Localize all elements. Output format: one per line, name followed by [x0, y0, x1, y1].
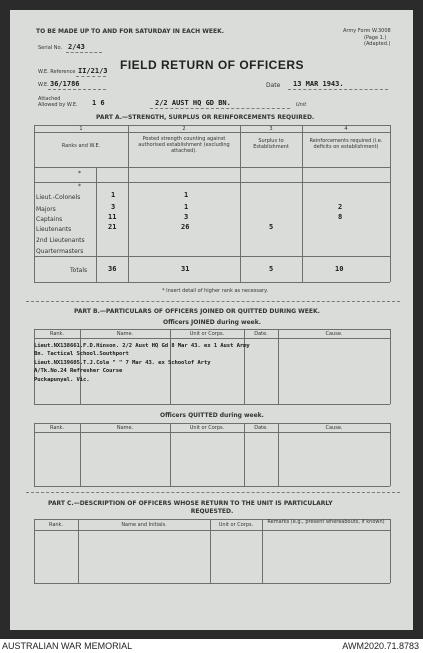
unit-label: Unit — [296, 102, 307, 108]
joined-line-5: Puckapunyal. Vic. — [34, 377, 90, 383]
joined-col-unit: Unit or Corps. — [189, 331, 225, 337]
part-a-note: * Insert detail of higher rank as necessary. — [162, 288, 268, 294]
col-number-1: 1 — [79, 126, 83, 132]
we-majors: 3 — [111, 203, 116, 211]
we-ref-label: W.E. Reference — [38, 69, 76, 75]
serial-value: 2/43 — [68, 43, 85, 51]
surplus-lieutenants: 5 — [269, 223, 274, 231]
totals-label: Totals — [70, 267, 88, 274]
we-ref-value: II/21/3 — [78, 67, 108, 75]
reinf-majors: 2 — [338, 203, 343, 211]
posted-majors: 1 — [184, 203, 189, 211]
joined-col-rank: Rank. — [49, 331, 65, 337]
rank-captains: Captains — [36, 216, 63, 223]
totals-surplus: 5 — [269, 265, 274, 273]
army-form-page: (Page 1.) — [364, 35, 387, 41]
col-header-reinforcements: Reinforcements required (i.e. deficits on establishment) — [309, 138, 383, 150]
joined-col-name: Name. — [116, 331, 134, 337]
joined-title: Officers JOINED during week. — [163, 319, 261, 326]
archive-name: AUSTRALIAN WAR MEMORIAL — [2, 641, 133, 651]
part-c-col-rank: Rank. — [48, 522, 64, 528]
we-lieut-colonels: 1 — [111, 191, 116, 199]
attached-value: 1 6 — [92, 99, 105, 107]
joined-line-3: Lieut.NX139605.T.J.Cole " " 7 Mar 43. ex Schoolof Arty — [34, 360, 211, 366]
part-c-col-unit: Unit or Corps. — [218, 522, 254, 528]
we-label: W.E. — [38, 82, 49, 88]
army-form-adapted: (Adapted.) — [364, 41, 391, 47]
joined-line-2: Bn. Tactical School.Southport — [34, 351, 129, 357]
archive-reference: AWM2020.71.8783 — [342, 641, 419, 651]
we-captains: 11 — [108, 213, 117, 221]
reinf-captains: 8 — [338, 213, 343, 221]
totals-we: 36 — [108, 265, 117, 273]
unit-value: 2/2 AUST HQ GD BN. — [155, 99, 231, 107]
posted-lieut-colonels: 1 — [184, 191, 189, 199]
joined-col-date: Date. — [254, 331, 268, 337]
rank-lieut-colonels: Lieut.-Colonels — [36, 194, 81, 201]
joined-line-1: Lieut.NX138661.F.D.Hinson. 2/2 Aust HQ Gd 8 Mar 43. ex 1 Aust Army — [34, 343, 250, 349]
rank-2nd-lieutenants: 2nd Lieutenants — [36, 237, 85, 244]
army-form-number: Army Form W.3008 — [343, 28, 391, 34]
quitted-col-rank: Rank. — [49, 425, 65, 431]
totals-reinf: 10 — [335, 265, 344, 273]
archive-footer — [0, 639, 423, 653]
quitted-col-name: Name. — [116, 425, 134, 431]
col-header-ranks: Ranks and W.E. — [61, 143, 101, 149]
totals-posted: 31 — [181, 265, 190, 273]
date-value: 13 MAR 1943. — [293, 80, 344, 88]
part-c-title-line1: PART C.—DESCRIPTION OF OFFICERS WHOSE RETURN TO THE UNIT IS PARTICULARLY — [48, 500, 333, 507]
col-number-2: 2 — [182, 126, 186, 132]
allowed-label: Allowed by W.E. — [38, 102, 78, 108]
col-number-3: 3 — [269, 126, 273, 132]
quitted-col-unit: Unit or Corps. — [189, 425, 225, 431]
date-label: Date — [266, 82, 281, 89]
part-c-title-line2: REQUESTED. — [190, 508, 234, 515]
part-c-col-name: Name and Initials. — [121, 522, 167, 528]
notice-text: TO BE MADE UP TO AND FOR SATURDAY IN EACH WEEK. — [36, 28, 225, 35]
part-c-col-remarks: Remarks (e.g., present whereabouts, if known) — [267, 519, 385, 525]
quitted-col-cause: Cause. — [325, 425, 343, 431]
part-b-title: PART B.—PARTICULARS OF OFFICERS JOINED OR QUITTED DURING WEEK. — [74, 308, 320, 315]
serial-label: Serial No. — [38, 45, 63, 51]
we-lieutenants: 21 — [108, 223, 117, 231]
attached-label: Attached — [38, 96, 61, 102]
rank-quartermasters: Quartermasters — [36, 248, 84, 255]
document-page — [10, 10, 413, 630]
quitted-title: Officers QUITTED during week. — [160, 412, 264, 419]
rank-lieutenants: Lieutenants — [36, 226, 72, 233]
posted-captains: 3 — [184, 213, 189, 221]
joined-col-cause: Cause. — [325, 331, 343, 337]
quitted-col-date: Date. — [254, 425, 268, 431]
col-header-surplus: Surplus to Establishment — [253, 138, 289, 150]
we-value: 36/1786 — [50, 80, 80, 88]
rank-majors: Majors — [36, 206, 56, 213]
rank-row-star-1: * — [78, 170, 81, 177]
rank-row-star-2: * — [78, 183, 81, 190]
form-title: FIELD RETURN OF OFFICERS — [120, 58, 304, 72]
col-header-posted: Posted strength counting against authorised establishment (excluding attached). — [138, 136, 230, 154]
joined-line-4: A/Tk.No.24 Refresher Course — [34, 368, 123, 374]
col-number-4: 4 — [344, 126, 348, 132]
part-a-title: PART A.—STRENGTH, SURPLUS OR REINFORCEMENTS REQUIRED. — [96, 114, 315, 121]
posted-lieutenants: 26 — [181, 223, 190, 231]
